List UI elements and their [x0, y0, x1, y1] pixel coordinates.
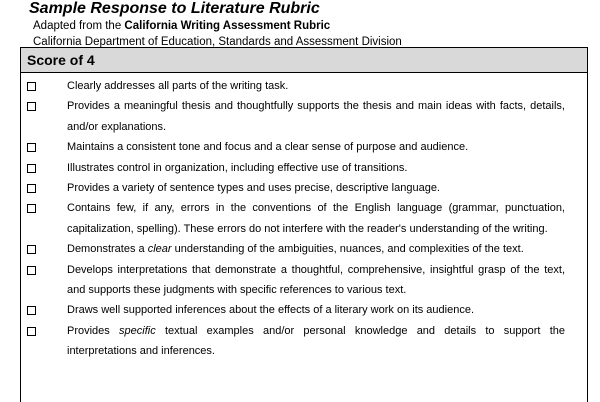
- criterion-text: Illustrates control in organization, including effective use of transitions.: [67, 161, 408, 174]
- criterion-item: [21, 96, 587, 137]
- document-header: [29, 0, 589, 50]
- criterion-text: Clearly addresses all parts of the writing task.: [67, 80, 289, 92]
- criterion-item: [21, 300, 587, 320]
- checkbox-icon[interactable]: [27, 204, 36, 213]
- criterion-item: [21, 178, 587, 198]
- criterion-text: Contains few, if any, errors in the conventions of the English language (grammar, punctuation, capitalization, spelling). These errors do not interfere with the reader's understanding of the writing.: [67, 202, 565, 235]
- checkbox-icon[interactable]: [27, 266, 36, 275]
- score-header: Score of 4: [21, 48, 587, 73]
- criterion-text: [67, 239, 565, 259]
- criterion-item: [21, 158, 587, 178]
- criterion-text: Provides a meaningful thesis and thoughtfully supports the thesis and main ideas with facts, details, and/or explanations.: [67, 100, 565, 133]
- criterion-text-after: understanding of the ambiguities, nuances, and complexities of the text.: [171, 243, 524, 256]
- checkbox-icon[interactable]: [27, 306, 36, 315]
- checkbox-icon[interactable]: [27, 184, 36, 193]
- rubric-table: [20, 47, 588, 402]
- criterion-text: Provides a variety of sentence types and uses precise, descriptive language.: [67, 182, 440, 195]
- criterion-text: Draws well supported inferences about the effects of a literary work on its audience.: [67, 304, 475, 317]
- criterion-item: [21, 137, 587, 157]
- checkbox-icon[interactable]: [27, 327, 36, 336]
- checkbox-icon[interactable]: [27, 245, 36, 254]
- criterion-text: [67, 321, 565, 362]
- criterion-item: [21, 76, 587, 96]
- checkbox-icon[interactable]: [27, 164, 36, 173]
- criterion-text-before: Demonstrates a: [67, 243, 148, 256]
- criterion-emphasis: clear: [147, 243, 172, 256]
- criterion-item: [21, 260, 587, 301]
- adapted-from-source: California Writing Assessment Rubric: [124, 20, 331, 32]
- checkbox-icon[interactable]: [27, 143, 36, 152]
- adapted-from-line: [33, 18, 589, 34]
- criterion-text-after: textual examples and/or personal knowledge and details to support the interpretations and inferences.: [67, 324, 565, 358]
- criterion-text: Develops interpretations that demonstrate a thoughtful, comprehensive, insightful grasp of the text, and supports these judgments with specific references to various text.: [67, 263, 565, 297]
- criterion-emphasis: specific: [119, 324, 156, 337]
- criterion-item: [21, 198, 587, 239]
- criterion-text-before: Provides: [67, 324, 120, 337]
- department-line: California Department of Education, Standards and Assessment Division: [33, 36, 402, 48]
- checkbox-icon[interactable]: [27, 82, 36, 91]
- criterion-item: [21, 321, 587, 362]
- criterion-item: [21, 239, 587, 259]
- adapted-from-prefix: Adapted from the: [33, 20, 125, 32]
- criterion-text: Maintains a consistent tone and focus and a clear sense of purpose and audience.: [67, 141, 469, 154]
- checkbox-icon[interactable]: [27, 102, 36, 111]
- document-title: Sample Response to Literature Rubric: [29, 0, 320, 17]
- criteria-list: [21, 73, 587, 362]
